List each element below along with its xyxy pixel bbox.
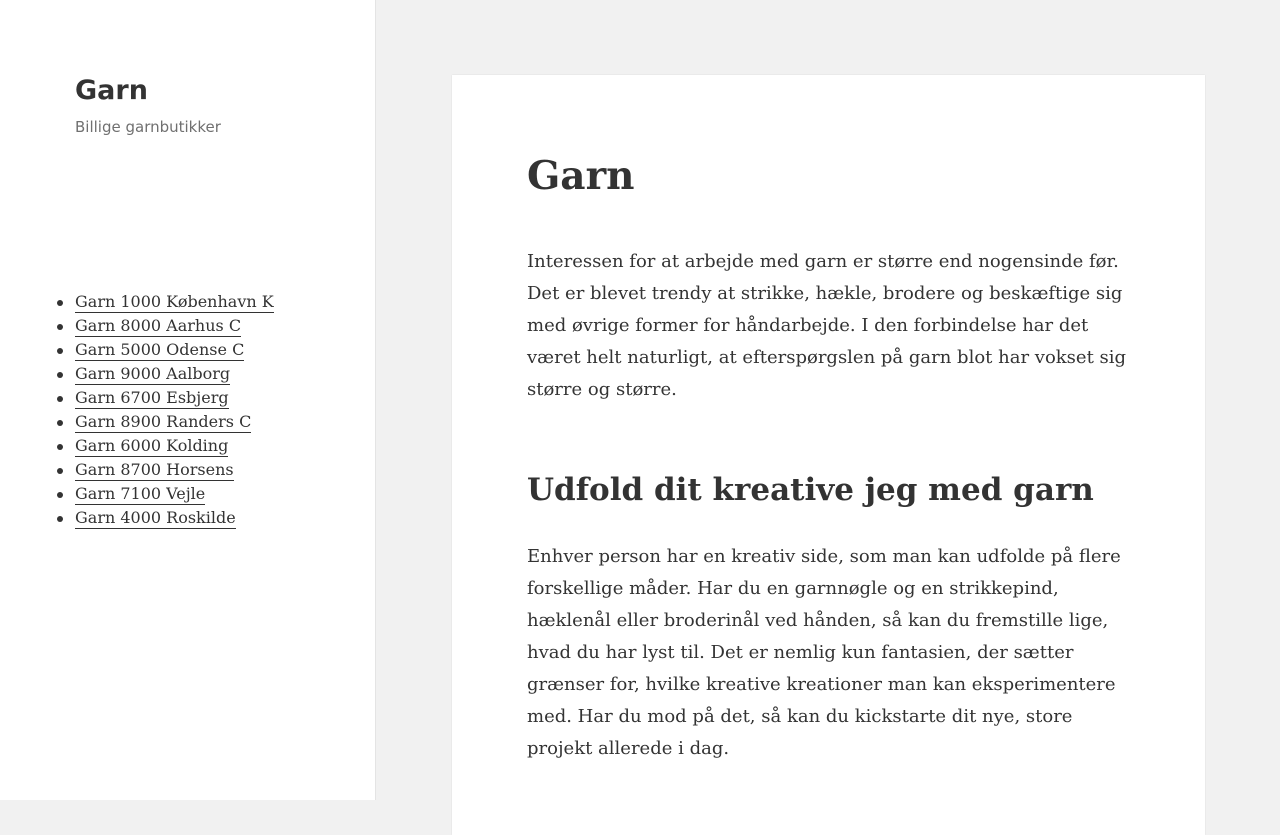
body-paragraph: Enhver person har en kreativ side, som man kan udfolde på flere forskellige måder. Har du en garnnøgle og en strikkepind, hæklenål eller broderinål ved hånden, så kan du fremstille lige, hvad du har lyst til. Det er nemlig kun fantasien, der sætter grænser for, hvilke kreative kreationer man kan eksperimentere med. Har du mod på det, så kan du kickstarte dit nye, store projekt allerede i dag.	[527, 546, 1121, 759]
list-item	[75, 410, 274, 434]
site-title[interactable]: Garn	[75, 75, 148, 106]
list-item	[75, 338, 274, 362]
city-link[interactable]: Garn 1000 København K	[75, 292, 274, 311]
list-item	[75, 386, 274, 410]
city-link-list	[75, 290, 274, 530]
city-link[interactable]: Garn 5000 Odense C	[75, 340, 245, 359]
city-link[interactable]: Garn 6700 Esbjerg	[75, 388, 229, 407]
intro-paragraph: Interessen for at arbejde med garn er større end nogensinde før. Det er blevet trendy at strikke, hækle, brodere og beskæftige sig med øvrige former for håndarbejde. I den forbindelse har det været helt naturligt, at efterspørgslen på garn blot har vokset sig større og større.	[527, 251, 1127, 400]
list-item	[75, 314, 274, 338]
list-item	[75, 482, 274, 506]
list-item	[75, 506, 274, 530]
city-link[interactable]: Garn 6000 Kolding	[75, 436, 229, 455]
list-item	[75, 362, 274, 386]
sidebar	[0, 0, 376, 800]
list-item	[75, 434, 274, 458]
city-link[interactable]: Garn 8000 Aarhus C	[75, 316, 242, 335]
list-item	[75, 458, 274, 482]
site-description: Billige garnbutikker	[75, 118, 221, 136]
city-link[interactable]: Garn 9000 Aalborg	[75, 364, 231, 383]
article-card	[452, 75, 1205, 835]
city-link[interactable]: Garn 8900 Randers C	[75, 412, 252, 431]
article-title: Garn	[527, 153, 635, 199]
city-link[interactable]: Garn 7100 Vejle	[75, 484, 206, 503]
list-item	[75, 290, 274, 314]
city-link[interactable]: Garn 8700 Horsens	[75, 460, 234, 479]
section-heading: Udfold dit kreative jeg med garn	[527, 472, 1094, 508]
city-link[interactable]: Garn 4000 Roskilde	[75, 508, 236, 527]
